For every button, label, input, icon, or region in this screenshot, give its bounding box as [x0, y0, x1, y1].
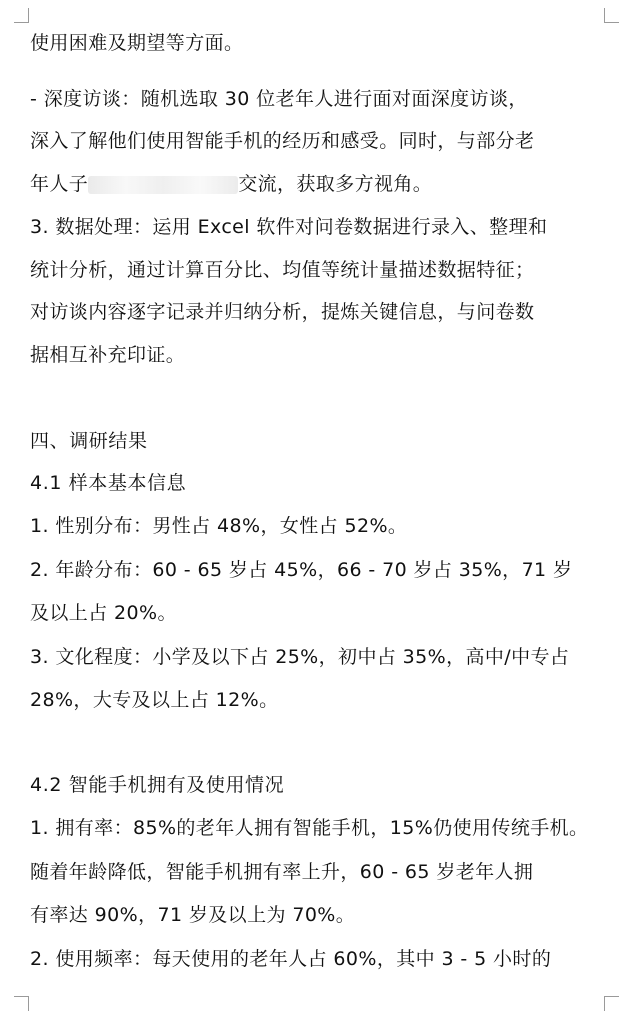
text-line: 有率达 90%，71 岁及以上为 70%。 [30, 904, 356, 926]
text-line: 2. 年龄分布：60 - 65 岁占 45%，66 - 70 岁占 35%，71 岁 [30, 559, 573, 581]
text-line: 深入了解他们使用智能手机的经历和感受。同时，与部分老 [30, 130, 535, 152]
text-line: 28%，大专及以上占 12%。 [30, 689, 279, 711]
text-line: 1. 拥有率：85%的老年人拥有智能手机，15%仍使用传统手机。 [30, 817, 589, 839]
text-line: 2. 使用频率：每天使用的老年人占 60%，其中 3 - 5 小时的 [30, 948, 552, 970]
subsection-heading: 4.1 样本基本信息 [30, 472, 187, 494]
text-line: 统计分析，通过计算百分比、均值等统计量描述数据特征； [30, 259, 535, 281]
section-heading: 四、调研结果 [30, 430, 148, 452]
page-corner-mark-top-right [604, 8, 619, 23]
text-line: 1. 性别分布：男性占 48%，女性占 52%。 [30, 515, 408, 537]
text-line: 及以上占 20%。 [30, 602, 177, 624]
page-corner-mark-bottom-left [14, 996, 29, 1011]
text-line: 3. 文化程度：小学及以下占 25%，初中占 35%，高中/中专占 [30, 646, 570, 668]
text-line: 对访谈内容逐字记录并归纳分析，提炼关键信息，与问卷数 [30, 301, 535, 323]
text-line: 随着年龄降低，智能手机拥有率上升，60 - 65 岁老年人拥 [30, 861, 534, 883]
subsection-heading: 4.2 智能手机拥有及使用情况 [30, 774, 285, 796]
text-fragment: 年人子 [30, 173, 89, 195]
text-line: 3. 数据处理：运用 Excel 软件对问卷数据进行录入、整理和 [30, 216, 548, 238]
text-line: - 深度访谈：随机选取 30 位老年人进行面对面深度访谈， [30, 88, 528, 110]
page-corner-mark-top-left [14, 8, 29, 23]
text-line-partially-obscured [30, 169, 432, 196]
page-corner-mark-bottom-right [604, 996, 619, 1011]
obscured-text-smudge [88, 176, 238, 194]
text-fragment: 交流，获取多方视角。 [238, 173, 433, 195]
text-line: 使用困难及期望等方面。 [30, 32, 244, 54]
text-line: 据相互补充印证。 [30, 344, 186, 366]
